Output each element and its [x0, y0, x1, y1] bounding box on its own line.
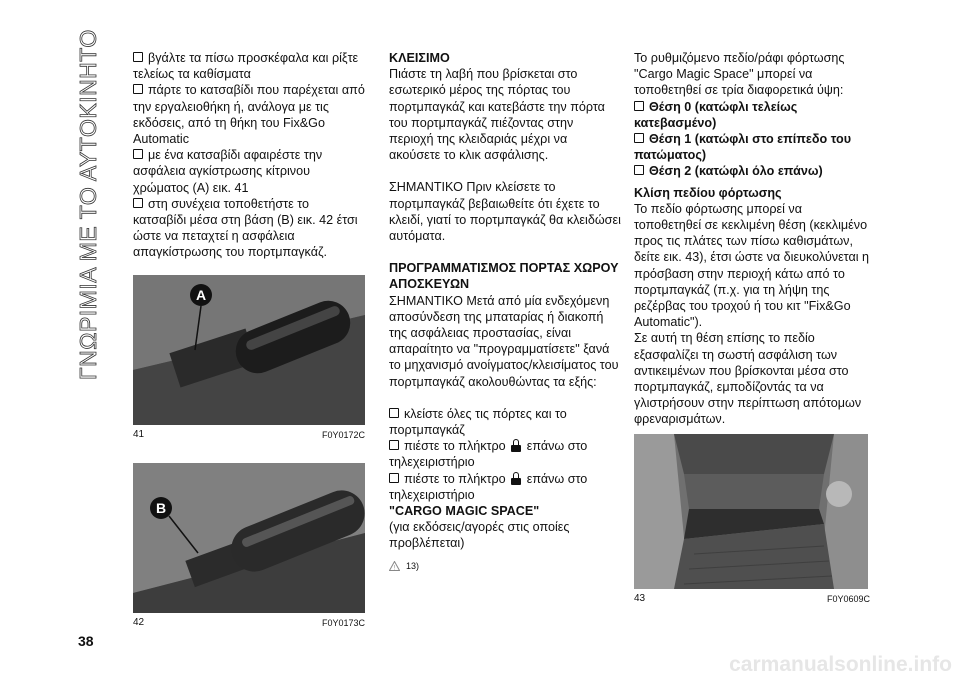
- section-title-vertical: [75, 29, 115, 380]
- figure-43-image: [634, 434, 868, 589]
- checkbox-icon: [634, 133, 644, 143]
- watermark-footer: carmanualsonline.info: [729, 653, 952, 676]
- screwdriver-slot-illustration: [133, 463, 365, 613]
- figure-41-callout: A: [195, 286, 207, 303]
- figure-42-caption: 42 F0Y0173C: [133, 616, 365, 628]
- svg-text:!: !: [393, 565, 396, 571]
- bullet-item: πιέστε το πλήκτρο επάνω στο τηλεχειριστήριο: [389, 439, 588, 470]
- section-title: ΓΝΩΡΙΜΙΑ ΜΕ ΤΟ ΑΥΤΟΚΙΝΗΤΟ: [75, 29, 101, 380]
- paragraph: Το ρυθμιζόμενο πεδίο/ράφι φόρτωσης "Cargo Magic Space" μπορεί να τοποθετηθεί σε τρία διαφορετικά ύψη:: [634, 51, 845, 98]
- cargo-area-illustration: [634, 434, 868, 589]
- figure-42-callout: B: [155, 499, 167, 516]
- bullet-item: πάρτε το κατσαβίδι που παρέχεται από την εργαλειοθήκη ή, ανάλογα με τις εκδόσεις, από τη θήκη του Fix&Go Automatic: [133, 83, 365, 147]
- paragraph: ΣΗΜΑΝΤΙΚΟ Μετά από μία ενδεχόμενη αποσύνδεση της μπαταρίας ή διακοπή της ασφάλειας προστασίας, είναι απαραίτητο να "προγραμματίσετε" ξανά το μηχανισμό ανοίγματος/κλεισίματος του πορτμπαγκάζ ακολουθώντας τα εξής:: [389, 293, 619, 389]
- bullet-item: Θέση 0 (κατώφλι τελείως κατεβασμένο): [634, 99, 798, 130]
- warning-triangle-icon: [389, 561, 400, 571]
- checkbox-icon: [133, 198, 143, 208]
- heading-cargo-magic-space: "CARGO MAGIC SPACE": [389, 504, 540, 519]
- bullet-item: Θέση 2 (κατώφλι όλο επάνω): [634, 163, 870, 179]
- lock-icon: [511, 439, 521, 452]
- unlock-icon: [511, 472, 521, 485]
- paragraph: Πιάστε τη λαβή που βρίσκεται στο εσωτερικό μέρος της πόρτας του πορτμπαγκάζ και κατεβάστε την πόρτα του πορτμπαγκάζ πιέζοντας στην περιοχή της κλειδαριάς μέχρι να ακούσετε το κλικ ασφάλισης.: [389, 67, 605, 163]
- figure-41-image: [133, 275, 365, 425]
- checkbox-icon: [133, 149, 143, 159]
- figure-43-caption: 43 F0Y0609C: [634, 592, 870, 604]
- paragraph-important: ΣΗΜΑΝΤΙΚΟ Πριν κλείσετε το πορτμπαγκάζ βεβαιωθείτε ότι έχετε το κλειδί, γιατί το πορτμπαγκάζ θα κλειδώσει αυτόματα.: [389, 180, 621, 244]
- figure-41-caption: 41 F0Y0172C: [133, 428, 365, 440]
- column-3: [634, 50, 870, 607]
- bullet-item: κλείστε όλες τις πόρτες και το πορτμπαγκάζ: [389, 406, 567, 438]
- warning-reference: ! 13): [389, 558, 419, 574]
- checkbox-icon: [133, 84, 143, 94]
- checkbox-icon: [634, 165, 644, 175]
- heading-closing: ΚΛΕΙΣΙΜΟ: [389, 51, 450, 65]
- figure-42-image: [133, 463, 365, 613]
- checkbox-icon: [133, 52, 143, 62]
- bullet-item: στη συνέχεια τοποθετήστε το κατσαβίδι μέσα στη βάση (B) εικ. 42 έτσι ώστε να πεταχτεί η ασφάλεια απαγκίστρωσης του πορτμπαγκάζ.: [133, 196, 358, 260]
- checkbox-icon: [389, 440, 399, 450]
- screwdriver-latch-illustration: [133, 275, 365, 425]
- bullet-item: Θέση 1 (κατώφλι στο επίπεδο του πατώματος): [634, 132, 852, 163]
- heading-tailgate-programming: ΠΡΟΓΡΑΜΜΑΤΙΣΜΟΣ ΠΟΡΤΑΣ ΧΩΡΟΥ ΑΠΟΣΚΕΥΩΝ: [389, 261, 619, 292]
- bullet-item: πιέστε το πλήκτρο επάνω στο τηλεχειριστήριο: [389, 471, 588, 502]
- paragraph: Το πεδίο φόρτωσης μπορεί να τοποθετηθεί σε κεκλιμένη θέση (κεκλιμένο προς τις πλάτες των πίσω καθισμάτων, δείτε εικ. 43), έτσι ώστε να διευκολύνεται η πρόσβαση στην περιοχή κάτω από το πορτμπαγκάζ (π.χ. για τη λήψη της ρεζέρβας του τροχού ή του κιτ "Fix&Go Automatic").: [634, 201, 870, 330]
- checkbox-icon: [389, 473, 399, 483]
- bullet-item: βγάλτε τα πίσω προσκέφαλα και ρίξτε τελείως τα καθίσματα: [133, 51, 359, 82]
- column-2: [389, 50, 621, 575]
- paragraph: (για εκδόσεις/αγορές στις οποίες προβλέπεται): [389, 520, 570, 551]
- checkbox-icon: [634, 101, 644, 111]
- checkbox-icon: [389, 408, 399, 418]
- bullet-item: με ένα κατσαβίδι αφαιρέστε την ασφάλεια αγκίστρωσης κίτρινου χρώματος (A) εικ. 41: [133, 148, 323, 195]
- page-number: 38: [78, 633, 94, 649]
- column-1: [133, 50, 365, 631]
- heading-load-floor-tilt: Κλίση πεδίου φόρτωσης: [634, 185, 782, 200]
- paragraph: Σε αυτή τη θέση επίσης το πεδίο εξασφαλίζει τη σωστή ασφάλιση των αντικειμένων που βρίσκονται μέσα στο πορτμπαγκάζ, εμποδίζοντάς τα να γλιστρήσουν στην περίπτωση απότομων φρεναρισμάτων.: [634, 331, 862, 427]
